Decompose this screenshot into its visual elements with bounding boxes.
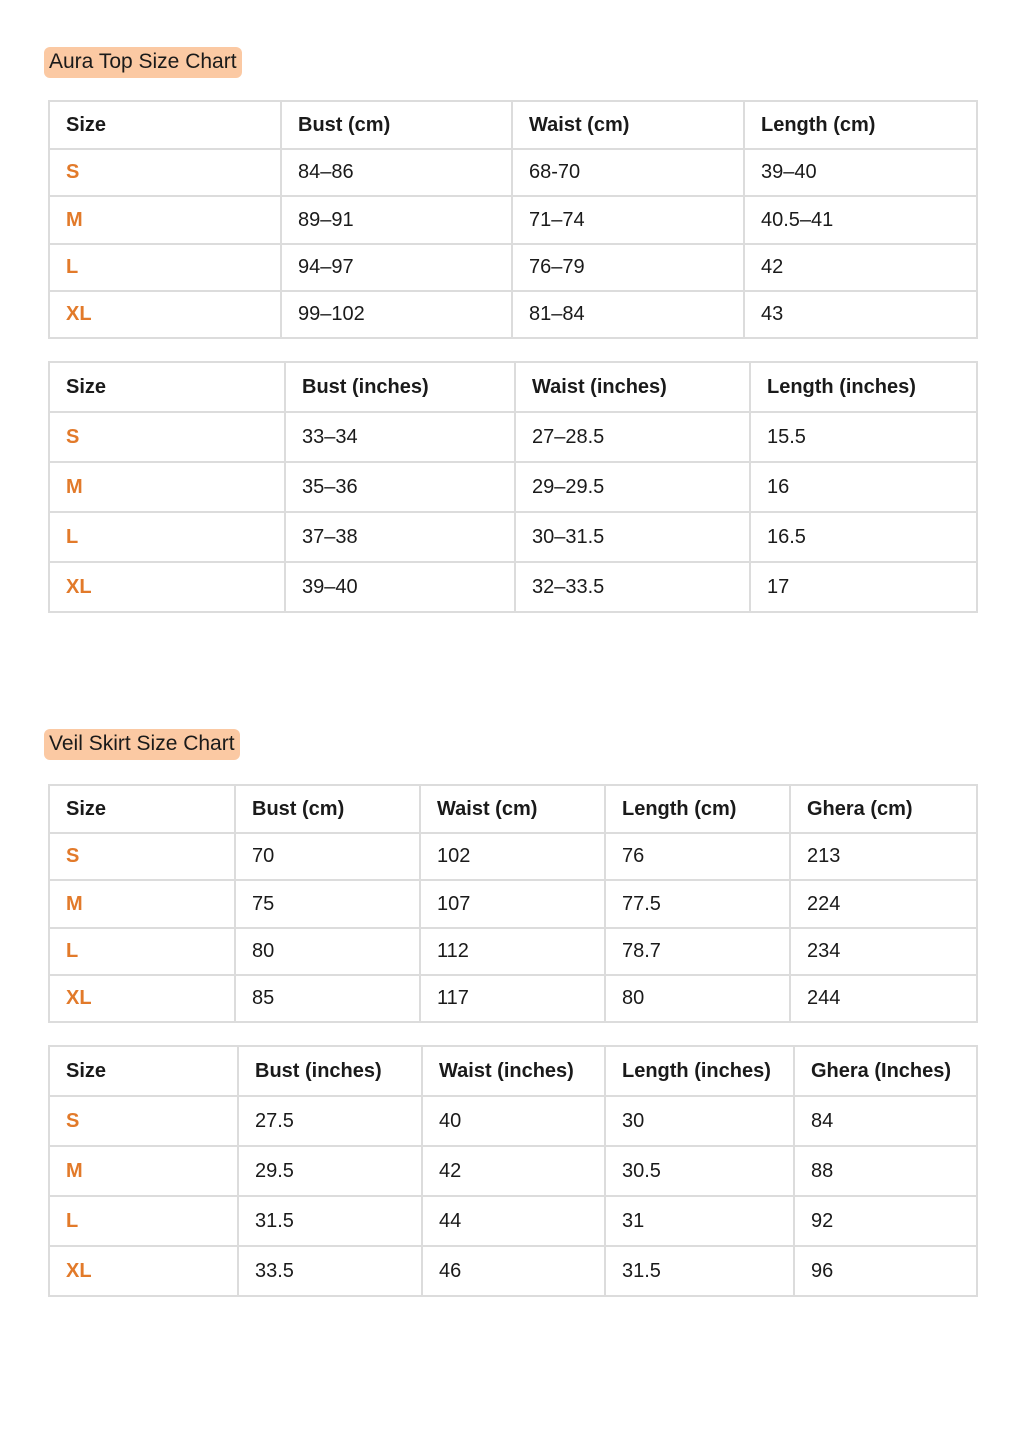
header-waist: Waist (cm): [512, 101, 744, 149]
veil-cm-table: [48, 784, 978, 1023]
table-row: [49, 880, 977, 928]
bust-value: 70: [235, 833, 420, 880]
waist-value: 44: [422, 1196, 605, 1246]
aura-inches-table: [48, 361, 978, 613]
table-header-row: [49, 101, 977, 149]
bust-value: 89–91: [281, 196, 512, 244]
header-waist: Waist (inches): [515, 362, 750, 412]
size-label: L: [49, 244, 281, 291]
bust-value: 35–36: [285, 462, 515, 512]
header-length: Length (cm): [744, 101, 977, 149]
waist-value: 76–79: [512, 244, 744, 291]
length-value: 15.5: [750, 412, 977, 462]
aura-chart-title: Aura Top Size Chart: [44, 47, 242, 78]
size-label: L: [49, 1196, 238, 1246]
length-value: 40.5–41: [744, 196, 977, 244]
table-row: [49, 928, 977, 975]
waist-value: 81–84: [512, 291, 744, 338]
bust-value: 94–97: [281, 244, 512, 291]
ghera-value: 96: [794, 1246, 977, 1296]
size-label: S: [49, 1096, 238, 1146]
ghera-value: 234: [790, 928, 977, 975]
size-label: XL: [49, 975, 235, 1022]
length-value: 16.5: [750, 512, 977, 562]
size-label: M: [49, 196, 281, 244]
header-waist: Waist (cm): [420, 785, 605, 833]
waist-value: 42: [422, 1146, 605, 1196]
table-header-row: [49, 362, 977, 412]
length-value: 78.7: [605, 928, 790, 975]
bust-value: 33.5: [238, 1246, 422, 1296]
header-length: Length (inches): [605, 1046, 794, 1096]
header-length: Length (inches): [750, 362, 977, 412]
aura-cm-table: [48, 100, 978, 339]
waist-value: 30–31.5: [515, 512, 750, 562]
waist-value: 71–74: [512, 196, 744, 244]
bust-value: 33–34: [285, 412, 515, 462]
size-label: S: [49, 833, 235, 880]
ghera-value: 224: [790, 880, 977, 928]
ghera-value: 88: [794, 1146, 977, 1196]
length-value: 31.5: [605, 1246, 794, 1296]
veil-inches-table: [48, 1045, 978, 1297]
ghera-value: 84: [794, 1096, 977, 1146]
length-value: 16: [750, 462, 977, 512]
header-waist: Waist (inches): [422, 1046, 605, 1096]
table-header-row: [49, 785, 977, 833]
waist-value: 107: [420, 880, 605, 928]
header-size: Size: [49, 785, 235, 833]
size-label: S: [49, 412, 285, 462]
waist-value: 27–28.5: [515, 412, 750, 462]
table-row: [49, 833, 977, 880]
length-value: 31: [605, 1196, 794, 1246]
waist-value: 117: [420, 975, 605, 1022]
length-value: 43: [744, 291, 977, 338]
table-row: [49, 149, 977, 196]
waist-value: 112: [420, 928, 605, 975]
size-label: M: [49, 880, 235, 928]
header-size: Size: [49, 1046, 238, 1096]
header-size: Size: [49, 362, 285, 412]
size-label: L: [49, 512, 285, 562]
bust-value: 75: [235, 880, 420, 928]
header-size: Size: [49, 101, 281, 149]
waist-value: 102: [420, 833, 605, 880]
waist-value: 29–29.5: [515, 462, 750, 512]
ghera-value: 244: [790, 975, 977, 1022]
length-value: 42: [744, 244, 977, 291]
header-bust: Bust (inches): [238, 1046, 422, 1096]
header-ghera: Ghera (Inches): [794, 1046, 977, 1096]
length-value: 77.5: [605, 880, 790, 928]
table-row: [49, 512, 977, 562]
size-label: L: [49, 928, 235, 975]
header-bust: Bust (cm): [281, 101, 512, 149]
bust-value: 85: [235, 975, 420, 1022]
bust-value: 27.5: [238, 1096, 422, 1146]
length-value: 17: [750, 562, 977, 612]
bust-value: 84–86: [281, 149, 512, 196]
length-value: 76: [605, 833, 790, 880]
size-label: M: [49, 1146, 238, 1196]
ghera-value: 92: [794, 1196, 977, 1246]
header-bust: Bust (inches): [285, 362, 515, 412]
size-label: S: [49, 149, 281, 196]
bust-value: 37–38: [285, 512, 515, 562]
table-row: [49, 244, 977, 291]
table-row: [49, 196, 977, 244]
size-label: XL: [49, 1246, 238, 1296]
length-value: 80: [605, 975, 790, 1022]
table-row: [49, 562, 977, 612]
table-row: [49, 412, 977, 462]
size-label: M: [49, 462, 285, 512]
table-row: [49, 975, 977, 1022]
size-label: XL: [49, 291, 281, 338]
length-value: 30.5: [605, 1146, 794, 1196]
bust-value: 31.5: [238, 1196, 422, 1246]
waist-value: 46: [422, 1246, 605, 1296]
header-ghera: Ghera (cm): [790, 785, 977, 833]
bust-value: 29.5: [238, 1146, 422, 1196]
length-value: 39–40: [744, 149, 977, 196]
bust-value: 39–40: [285, 562, 515, 612]
table-row: [49, 1246, 977, 1296]
length-value: 30: [605, 1096, 794, 1146]
bust-value: 99–102: [281, 291, 512, 338]
table-row: [49, 462, 977, 512]
bust-value: 80: [235, 928, 420, 975]
table-header-row: [49, 1046, 977, 1096]
table-row: [49, 1146, 977, 1196]
veil-chart-title: Veil Skirt Size Chart: [44, 729, 240, 760]
header-bust: Bust (cm): [235, 785, 420, 833]
size-label: XL: [49, 562, 285, 612]
ghera-value: 213: [790, 833, 977, 880]
header-length: Length (cm): [605, 785, 790, 833]
waist-value: 40: [422, 1096, 605, 1146]
waist-value: 68-70: [512, 149, 744, 196]
table-row: [49, 1096, 977, 1146]
table-row: [49, 291, 977, 338]
table-row: [49, 1196, 977, 1246]
waist-value: 32–33.5: [515, 562, 750, 612]
